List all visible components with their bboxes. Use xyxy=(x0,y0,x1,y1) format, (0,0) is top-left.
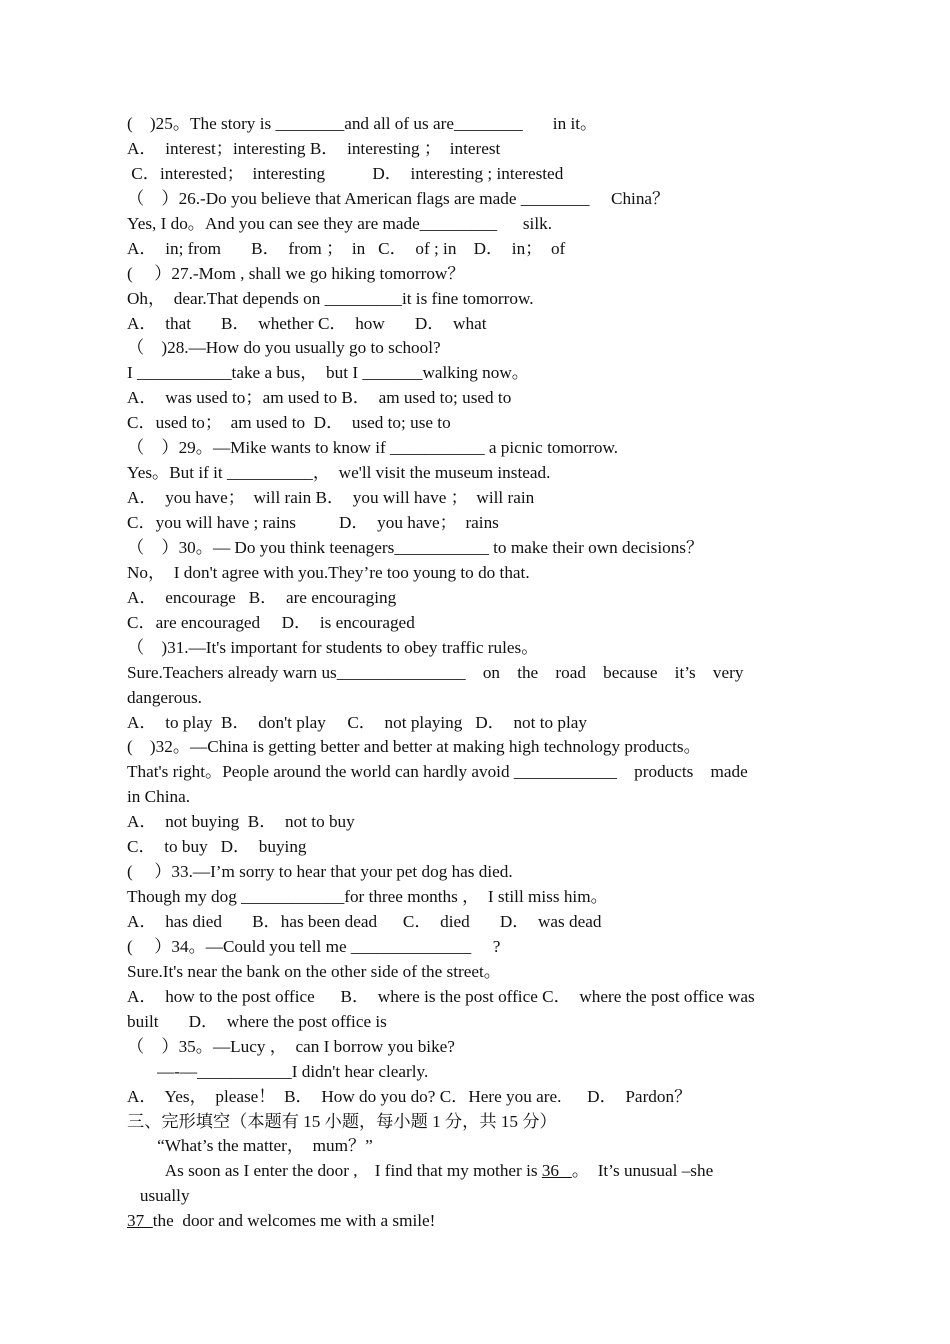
question-34-reply: Sure.It's near the bank on the other side of the street。 xyxy=(127,961,501,981)
question-31-reply: Sure.Teachers already warn us_______________ on the road because it’s very xyxy=(127,662,744,682)
question-32-options-cd: C． to buy D． buying xyxy=(127,837,307,857)
question-28-stem: （ )28.—How do you usually go to school? xyxy=(127,338,441,358)
blank-36: 36 xyxy=(541,1161,572,1181)
question-28-options-cd: C．used to； am used to D． used to; use to xyxy=(127,413,451,433)
question-32-stem: ( )32。—China is getting better and better at making high technology products。 xyxy=(127,737,701,757)
question-26-stem: （ ）26.-Do you believe that American flags are made ________ China？ xyxy=(127,188,670,208)
question-30-options-cd: C．are encouraged D． is encouraged xyxy=(127,612,415,632)
question-25-options-ab: A． interest；interesting B． interesting ； interest xyxy=(127,138,501,158)
question-30-reply: No， I don't agree with you.They’re too young to do that. xyxy=(127,562,530,582)
passage-line-2 xyxy=(127,1159,823,1184)
question-26-options: A． in; from B． from ； in C． of ; in D． in； of xyxy=(127,238,566,258)
question-28-options-ab: A． was used to；am used to B． am used to; used to xyxy=(127,388,512,408)
question-29-options-cd: C．you will have ; rains D． you have； rains xyxy=(127,513,499,532)
question-28-reply: I ___________take a bus， but I _______walking now。 xyxy=(127,363,529,383)
passage-line-3: usually xyxy=(127,1186,190,1206)
question-35-reply: —-—___________I didn't hear clearly. xyxy=(127,1061,429,1081)
question-33-options: A． has died B．has been dead C． died D． was dead xyxy=(127,912,602,931)
question-29-reply: Yes。But if it __________， we'll visit the museum instead. xyxy=(127,463,551,483)
question-30-options-ab: A． encourage B． are encouraging xyxy=(127,587,397,607)
question-34-options: A． how to the post office B． where is the post office C． where the post office was xyxy=(127,986,755,1006)
question-35-stem: （ ）35。—Lucy ， can I borrow you bike? xyxy=(127,1036,455,1056)
question-32-options-ab: A． not buying B． not to buy xyxy=(127,812,355,832)
section-3-heading: 三、完形填空（本题有 15 小题，每小题 1 分，共 15 分） xyxy=(127,1111,557,1131)
question-27-options: A． that B． whether C． how D． what xyxy=(127,313,487,333)
question-31-stem: （ )31.—It's important for students to obey traffic rules。 xyxy=(127,637,539,657)
question-27-stem: ( ）27.-Mom , shall we go hiking tomorrow？ xyxy=(127,263,465,283)
passage-line-4 xyxy=(127,1209,823,1234)
passage-text: 。 It’s unusual –she xyxy=(571,1161,714,1181)
question-34-stem: ( ）34。—Could you tell me ______________ ? xyxy=(127,936,501,956)
passage-line-1: “What’s the matter， mum？” xyxy=(127,1136,373,1156)
question-29-options-ab: A． you have； will rain B． you will have ； will rain xyxy=(127,488,535,508)
question-29-stem: （ ）29。—Mike wants to know if ___________ a picnic tomorrow. xyxy=(127,438,619,458)
document-page xyxy=(127,112,823,1234)
question-32-reply-cont: in China. xyxy=(127,787,191,807)
question-34-options-cont: built D． where the post office is xyxy=(127,1011,387,1031)
question-32-reply: That's right。People around the world can hardly avoid ____________ products made xyxy=(127,762,748,782)
question-33-reply: Though my dog ____________for three months ， I still miss him。 xyxy=(127,887,608,907)
question-25-options-cd: C．interested； interesting D． interesting ; interested xyxy=(127,163,564,183)
question-26-reply: Yes, I do。And you can see they are made_________ silk. xyxy=(127,213,553,233)
question-30-stem: （ ）30。— Do you think teenagers___________ to make their own decisions？ xyxy=(127,537,704,557)
passage-text: the door and welcomes me with a smile! xyxy=(152,1211,436,1231)
question-31-options: A． to play B． don't play C． not playing D． not to play xyxy=(127,712,587,732)
question-35-options: A． Yes， please！ B． How do you do? C．Here you are. D． Pardon？ xyxy=(127,1086,692,1106)
question-25-stem: ( )25。The story is ________and all of us are________ in it。 xyxy=(127,114,598,133)
blank-37: 37 xyxy=(127,1211,153,1231)
question-31-reply-cont: dangerous. xyxy=(127,687,202,707)
question-27-reply: Oh， dear.That depends on _________it is fine tomorrow. xyxy=(127,288,534,308)
question-33-stem: ( ）33.—I’m sorry to hear that your pet dog has died. xyxy=(127,862,513,882)
passage-text: As soon as I enter the door , I find that my mother is xyxy=(127,1161,542,1181)
